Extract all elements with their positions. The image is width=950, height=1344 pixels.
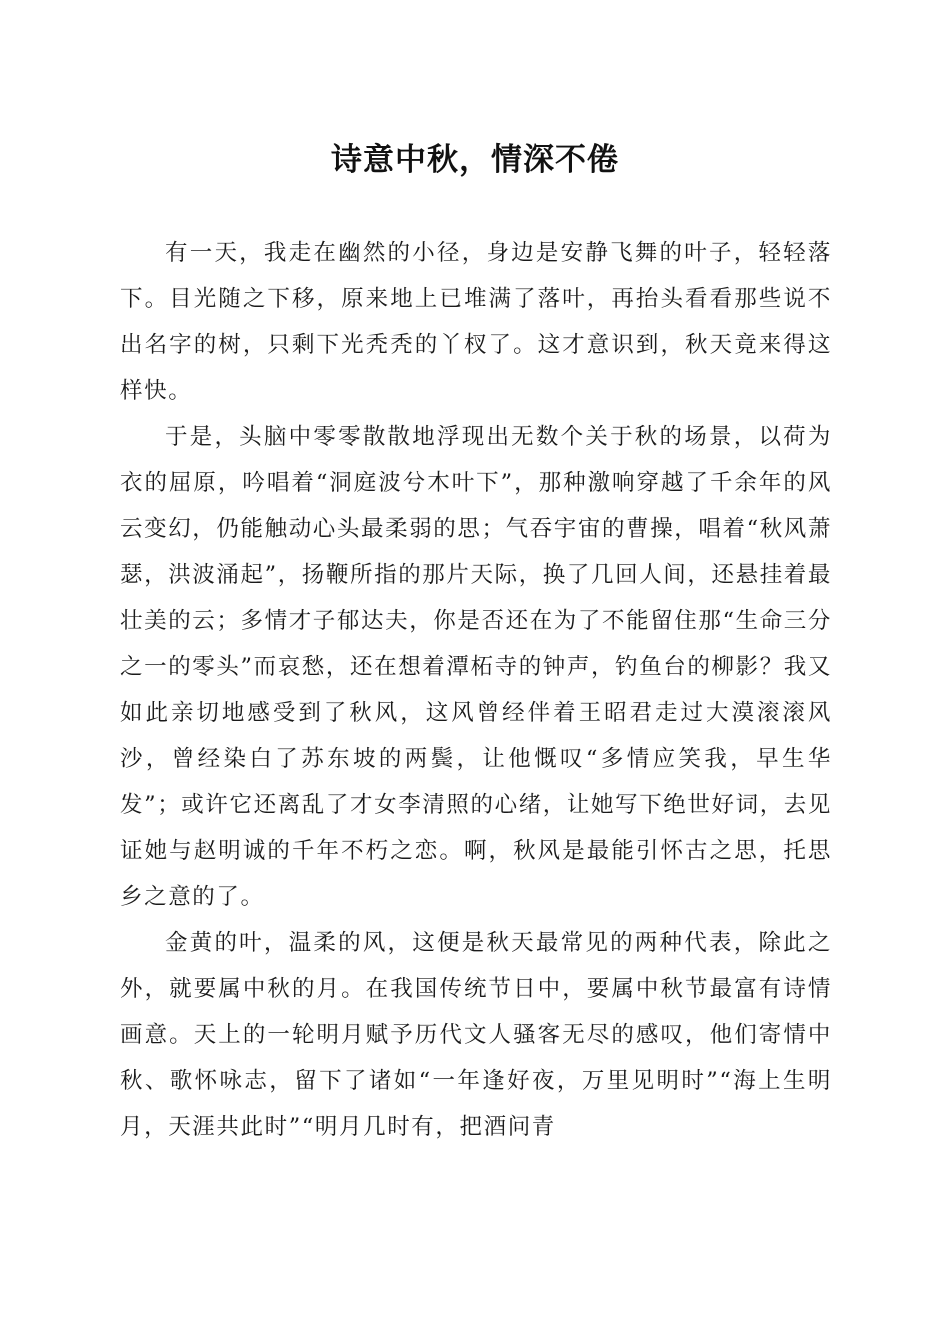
article-body xyxy=(120,230,832,1150)
page-title: 诗意中秋，情深不倦 xyxy=(331,142,619,178)
paragraph-2: 于是，头脑中零零散散地浮现出无数个关于秋的场景，以荷为衣的屈原，吟唱着“洞庭波兮木叶下”，那种激响穿越了千余年的风云变幻，仍能触动心头最柔弱的思；气吞宇宙的曹操，唱着“秋风萧瑟，洪波涌起”，扬鞭所指的那片天际，换了几回人间，还悬挂着最壮美的云；多情才子郁达夫，你是否还在为了不能留住那“生命三分之一的零头”而哀愁，还在想着潭柘寺的钟声，钓鱼台的柳影？我又如此亲切地感受到了秋风，这风曾经伴着王昭君走过大漠滚滚风沙，曾经染白了苏东坡的两鬓，让他慨叹“多情应笑我，早生华发”；或许它还离乱了才女李清照的心绪，让她写下绝世好词，去见证她与赵明诚的千年不朽之恋。啊，秋风是最能引怀古之思，托思乡之意的了。 xyxy=(120,424,833,910)
paragraph-1: 有一天，我走在幽然的小径，身边是安静飞舞的叶子，轻轻落下。目光随之下移，原来地上已堆满了落叶，再抬头看看那些说不出名字的树，只剩下光秃秃的丫杈了。这才意识到，秋天竟来得这样快。 xyxy=(120,240,832,404)
paragraph-3: 金黄的叶，温柔的风，这便是秋天最常见的两种代表，除此之外，就要属中秋的月。在我国传统节日中，要属中秋节最富有诗情画意。天上的一轮明月赋予历代文人骚客无尽的感叹，他们寄情中秋、歌怀咏志，留下了诸如“一年逢好夜，万里见明时”“海上生明月，天涯共此时”“明月几时有，把酒问青 xyxy=(120,930,832,1140)
